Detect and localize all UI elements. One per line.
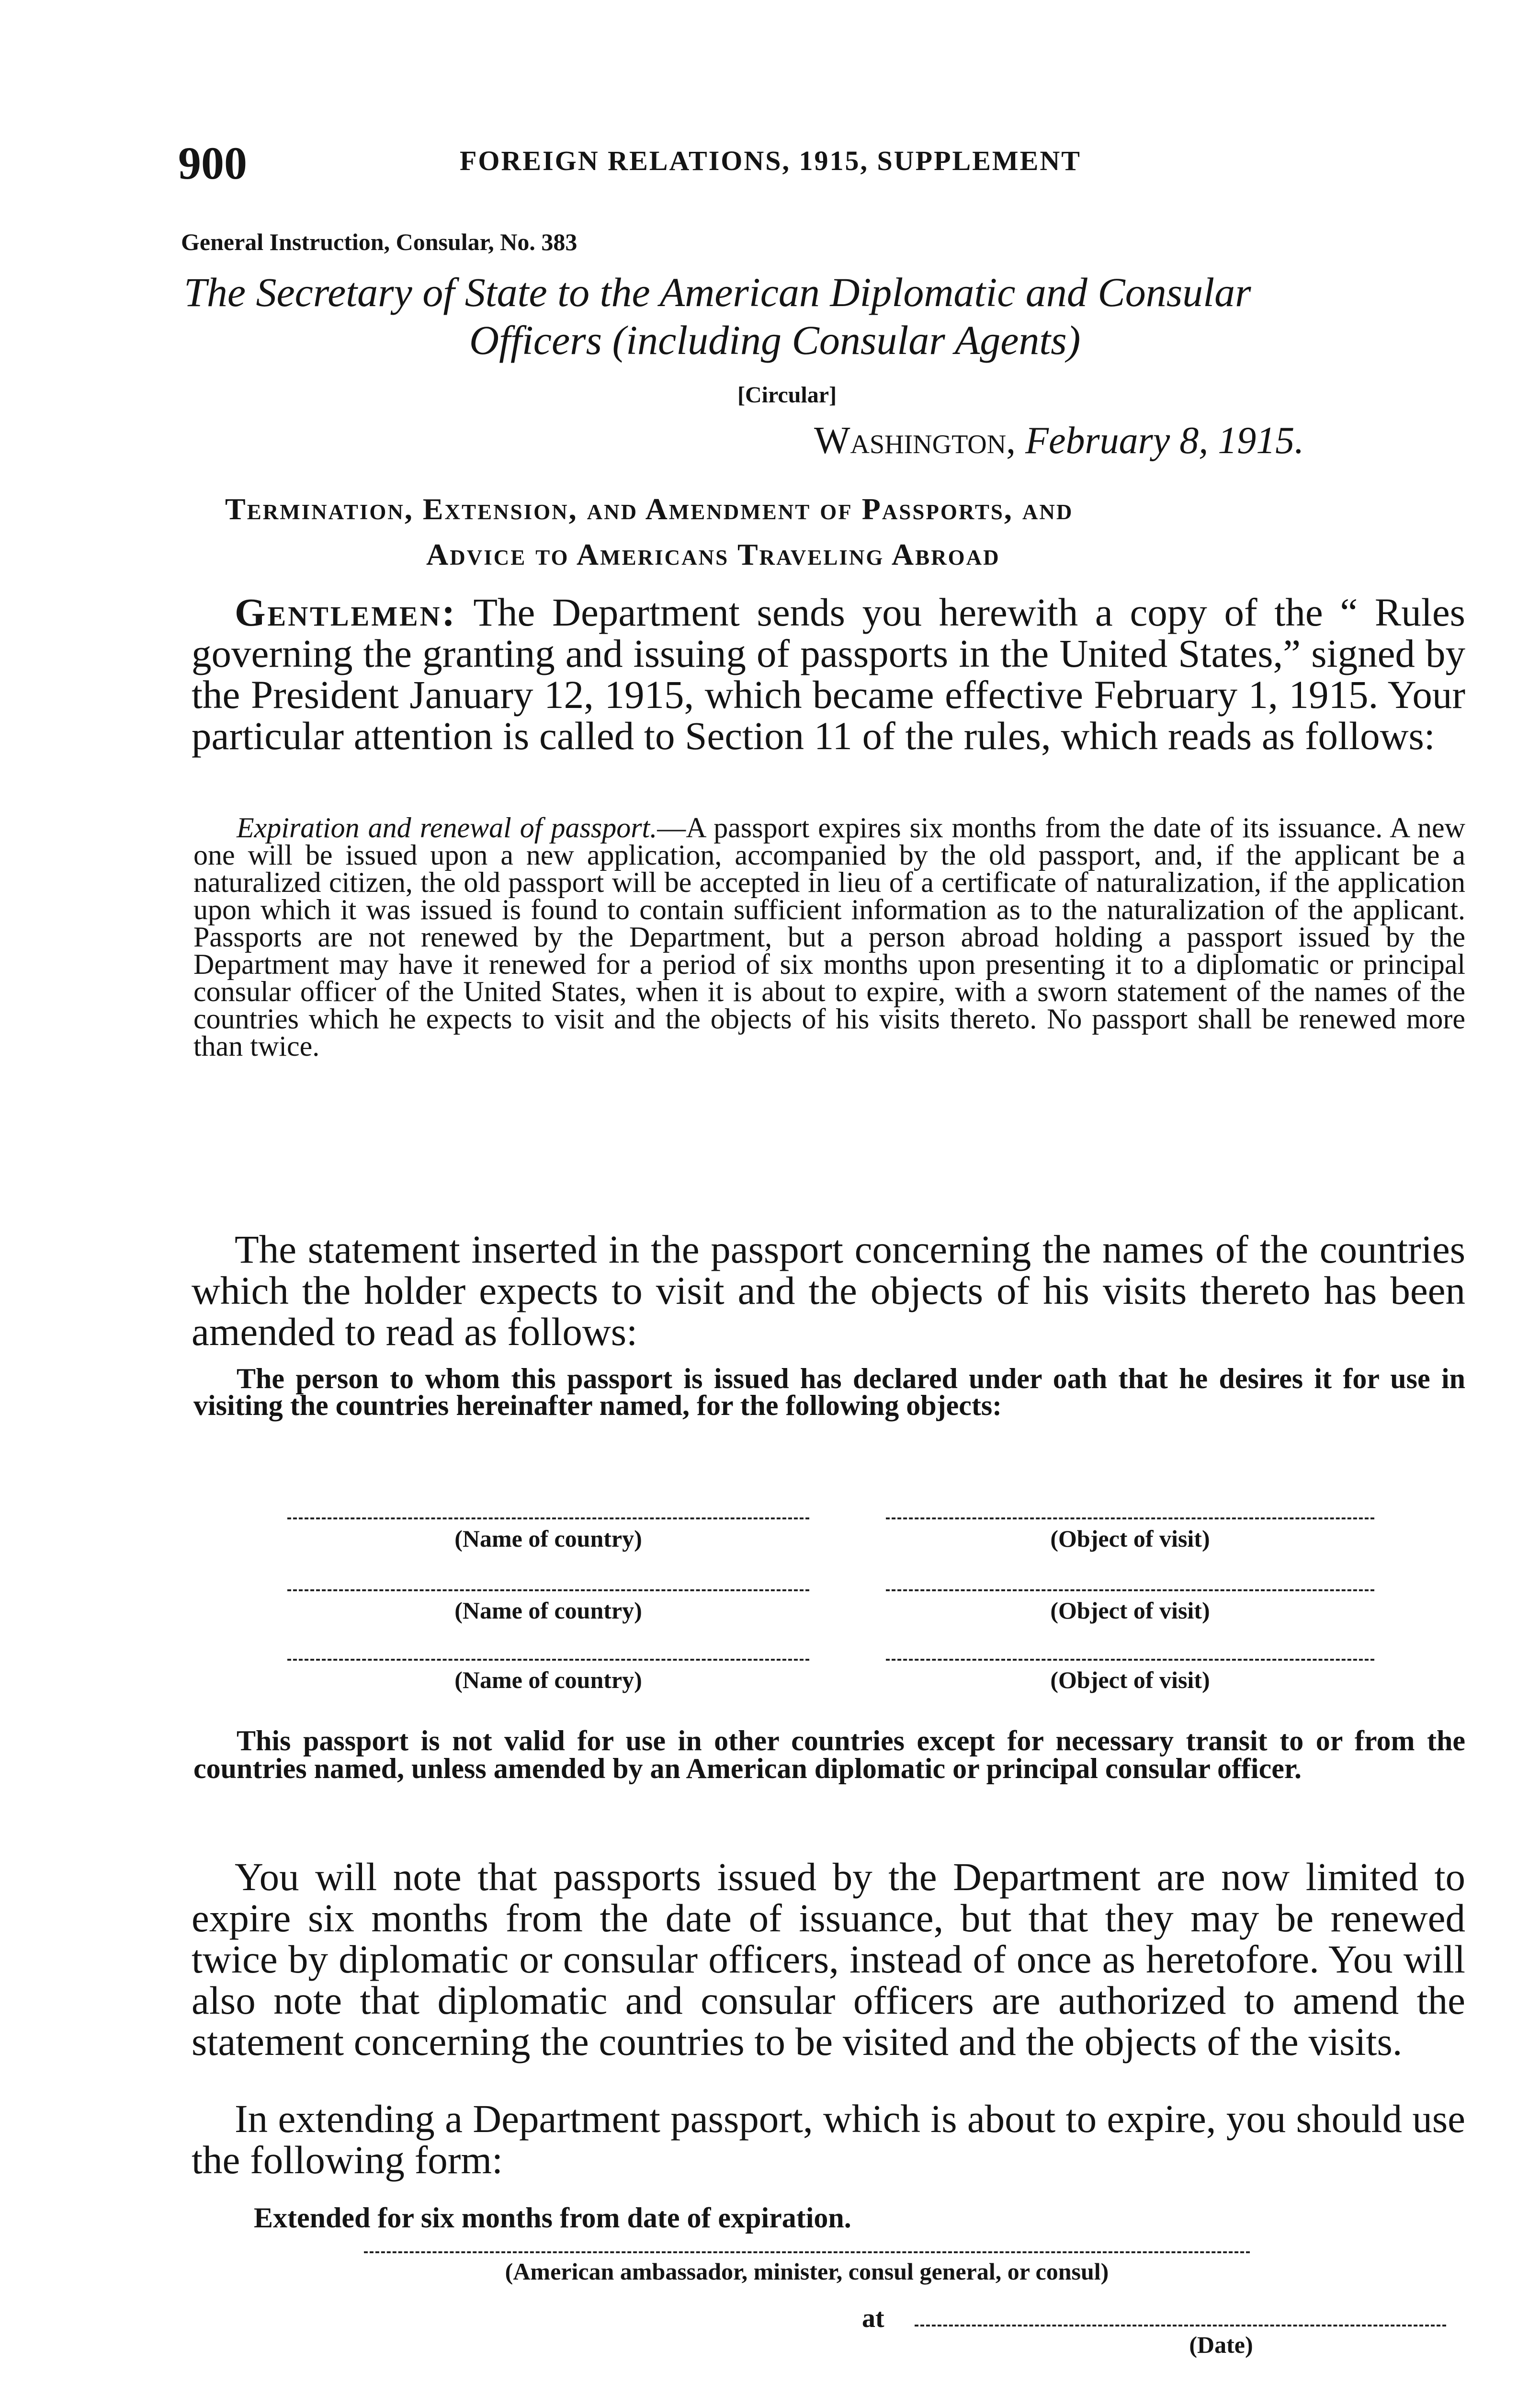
blank-line <box>287 1659 809 1661</box>
paragraph-1-text: The Department sends you herewith a copy of the “ Rules governing the granting and issuing of passports in the United States,” signed by the President January 12, 1915, which became effective February 1, 1915. Your particular attention is called to Section 11 of the rules, which reads as follows: <box>192 590 1465 758</box>
section-heading-line-2: Advice to Americans Traveling Abroad <box>426 537 1000 571</box>
dateline <box>814 417 1304 465</box>
paragraph-3: You will note that passports issued by the Department are now limited to expire six months from the date of issuance, but that they may be renewed twice by diplomatic or consular officers, instead of once as heretofore. You will also note that diplomatic and consular officers are authorized to amend the statement concerning the countries to be visited and the objects of the visits. <box>192 1855 1465 2064</box>
dateline-place: Washington, <box>814 420 1016 462</box>
country-blank <box>287 1650 809 1717</box>
paragraph-1 <box>192 592 1465 756</box>
blank-line <box>886 1589 1374 1591</box>
object-blank <box>886 1650 1374 1717</box>
paragraph-2: The statement inserted in the passport concerning the names of the countries which the holder expects to visit and the objects of his visits thereto has been amended to read as follows: <box>192 1227 1465 1354</box>
circular-label: [Circular] <box>737 382 837 408</box>
section-heading <box>225 486 1480 577</box>
country-blank <box>287 1509 809 1576</box>
passport-statement: The person to whom this passport is issued has declared under oath that he desires it for use in visiting the countries hereinafter named, for the following objects: <box>193 1363 1465 1421</box>
country-label: (Name of country) <box>454 1525 642 1552</box>
form-row <box>287 1509 1389 1576</box>
object-blank <box>886 1581 1374 1648</box>
extension-text: Extended for six months from date of expiration. <box>254 2202 851 2234</box>
quote-title: Expiration and renewal of passport. <box>237 812 657 844</box>
country-label: (Name of country) <box>454 1597 642 1624</box>
page-number: 900 <box>178 137 247 189</box>
country-label: (Name of country) <box>454 1666 642 1693</box>
dateline-date: February 8, 1915. <box>1025 420 1304 462</box>
section-heading-line-1: Termination, Extension, and Amendment of Passports, and <box>225 492 1074 526</box>
running-title: FOREIGN RELATIONS, 1915, SUPPLEMENT <box>460 145 1081 176</box>
blank-line <box>287 1589 809 1591</box>
object-blank <box>886 1509 1374 1576</box>
paragraph-4: In extending a Department passport, which is about to expire, you should use the following form: <box>192 2097 1465 2182</box>
date-label: (Date) <box>1189 2331 1253 2358</box>
form-row <box>287 1581 1389 1648</box>
address-line-2: Officers (including Consular Agents) <box>469 317 1081 363</box>
blank-line <box>287 1517 809 1519</box>
signature-blank <box>364 2251 1250 2286</box>
country-blank <box>287 1581 809 1648</box>
form-row <box>287 1650 1389 1717</box>
quoted-rule-section-11 <box>193 814 1465 1060</box>
address-line-1: The Secretary of State to the American Diplomatic and Consular <box>184 269 1251 315</box>
quote-text: —A passport expires six months from the date of its issuance. A new one will be issued upon a new application, accompanied by the old passport, and, if the applicant be a naturalized citizen, the old passport will be accepted in lieu of a certificate of naturalization, if the application upon which it was issued is found to contain sufficient information as to the naturalization of the applicant. Passports are not renewed by the Department, but a person abroad holding a passport issued by the Department may have it renewed for a period of six months upon presenting it to a diplomatic or principal consular officer of the United States, when it is about to expire, with a sworn statement of the names of the countries which he expects to visit and the objects of his visits thereto. No passport shall be renewed more than twice. <box>193 812 1465 1062</box>
object-label: (Object of visit) <box>1050 1666 1210 1693</box>
object-label: (Object of visit) <box>1050 1597 1210 1624</box>
salutation: Gentlemen: <box>235 590 457 634</box>
at-label: at <box>862 2304 884 2333</box>
blank-line <box>364 2251 1250 2253</box>
validity-note: This passport is not valid for use in other countries except for necessary transit to or from the countries named, unless amended by an American diplomatic or principal consular officer. <box>193 1725 1465 1784</box>
instruction-label: General Instruction, Consular, No. 383 <box>181 228 578 255</box>
signature-label: (American ambassador, minister, consul general, or consul) <box>505 2258 1109 2285</box>
blank-line <box>886 1517 1374 1519</box>
blank-line <box>886 1659 1374 1661</box>
address-heading <box>184 268 1458 364</box>
object-label: (Object of visit) <box>1050 1525 1210 1552</box>
blank-line <box>915 2325 1446 2327</box>
